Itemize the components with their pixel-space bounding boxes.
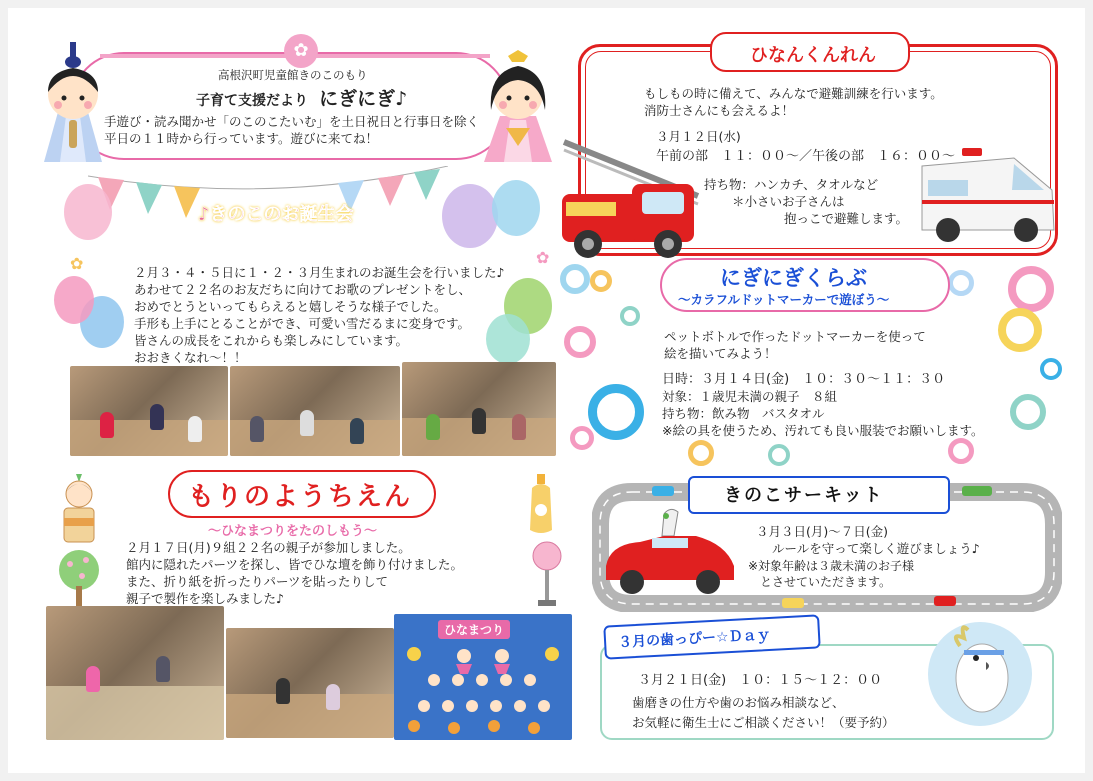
dot-ring-icon-1 xyxy=(560,264,590,294)
birthday-line-4: 手形も上手にとることができ、可愛い雪だるまに変身です。 xyxy=(134,316,471,331)
balloon-purple-icon xyxy=(442,184,498,248)
dot-ring-icon-12 xyxy=(948,438,974,464)
club-target: 対象：１歳児未満の親子 ８組 xyxy=(662,389,838,404)
teeth-title: ３月の歯っぴー☆Ｄａｙ xyxy=(617,627,771,651)
club-datetime: 日時：３月１４日(金) １０：３０〜１１：３０ xyxy=(662,372,946,387)
dot-ring-icon-4 xyxy=(620,306,640,326)
club-items: 持ち物：飲み物 バスタオル xyxy=(662,406,825,421)
kindergarten-line-2: 館内に隠れたパーツを探し、皆でひな壇を飾り付けました。 xyxy=(126,557,464,572)
circuit-note-2: とさせていただきます。 xyxy=(760,575,892,589)
newsletter-title-small: 子育て支援だより xyxy=(196,93,308,109)
ohinasama-doll-icon xyxy=(478,50,558,162)
balloon-mint-icon xyxy=(486,314,530,364)
intro-line-1: 手遊び・読み聞かせ「のこのこたいむ」を土日祝日と行事日を除く xyxy=(104,114,480,129)
kindergarten-photo-2 xyxy=(226,628,394,738)
teeth-line-2: お気軽に衛生士にご相談ください！（要予約） xyxy=(632,715,895,730)
fire-truck-icon xyxy=(558,136,708,262)
dot-ring-icon-14 xyxy=(768,444,790,466)
birthday-line-2: あわせて２２名のお友だちに向けてお歌のプレゼントをし、 xyxy=(134,282,472,297)
tree-icon xyxy=(56,548,102,606)
dot-ring-icon-7 xyxy=(948,270,974,296)
dot-ring-icon-13 xyxy=(688,440,714,466)
kindergarten-line-4: 親子で製作を楽しみました♪ xyxy=(126,591,284,606)
flower-icon-3: ✿ xyxy=(536,248,550,267)
kokeshi-doll-icon xyxy=(56,474,102,544)
birthday-photo-2 xyxy=(230,366,400,456)
cockatoo-toothbrush-icon xyxy=(920,618,1048,728)
circuit-date: ３月３日(月)〜７日(金) xyxy=(756,524,889,539)
dot-ring-icon-6 xyxy=(570,426,594,450)
balloon-pink-icon-2 xyxy=(54,276,94,324)
dot-ring-icon-3 xyxy=(564,326,596,358)
drill-time: 午前の部 １１：００〜／午後の部 １６：００〜 xyxy=(656,149,956,164)
drill-date: ３月１２日(水) xyxy=(656,129,741,144)
circuit-note-1: ※対象年齢は３歳未満のお子様 xyxy=(748,559,915,573)
red-car-icon xyxy=(600,506,740,598)
circuit-title: きのこサーキット xyxy=(724,485,884,506)
birthday-line-3: おめでとうといってもらえると嬉しそうな様子でした。 xyxy=(134,299,447,314)
intro-line-2: 平日の１１時から行っています。遊びに来てね！ xyxy=(104,131,379,146)
org-name: 高根沢町児童館きのこのもり xyxy=(218,68,368,82)
flower-icon: ✿ xyxy=(284,34,318,68)
flower-icon-2: ✿ xyxy=(70,254,84,273)
kindergarten-line-3: また、折り紙を折ったりパーツを貼ったりして xyxy=(126,574,389,589)
balloon-pink-icon xyxy=(64,184,112,240)
drill-items: 持ち物：ハンカチ、タオルなど xyxy=(704,177,879,192)
drill-note-2: 抱っこで避難します。 xyxy=(784,211,909,226)
teeth-line-1: 歯磨きの仕方や歯のお悩み相談など、 xyxy=(632,695,845,710)
drill-line-1: もしもの時に備えて、みんなで避難訓練を行います。 xyxy=(644,86,943,101)
dot-ring-icon-9 xyxy=(998,308,1042,352)
club-note: ※絵の具を使うため、汚れても良い服装でお願いします。 xyxy=(662,423,984,438)
balloon-blue-icon-2 xyxy=(492,180,540,236)
odairisama-doll-icon xyxy=(38,42,108,162)
circuit-line: ルールを守って楽しく遊びましょう♪ xyxy=(772,541,980,556)
dot-ring-icon-5 xyxy=(588,384,644,440)
bottle-icon xyxy=(526,474,556,534)
kindergarten-line-1: ２月１７日(月)９組２２名の親子が参加しました。 xyxy=(126,540,411,555)
newsletter-title-big: にぎにぎ♪ xyxy=(319,88,408,110)
kindergarten-title: もりのようちえん xyxy=(188,482,413,512)
birthday-line-1: ２月３・４・５日に１・２・３月生まれのお誕生会を行いました♪ xyxy=(134,265,505,280)
hina-board-photo xyxy=(394,614,572,740)
birthday-photo-1 xyxy=(70,366,228,456)
ambulance-icon xyxy=(914,136,1062,246)
birthday-title: ♪きのこのお誕生会 xyxy=(198,204,354,225)
newsletter-page xyxy=(8,8,1085,773)
club-subtitle: 〜カラフルドットマーカーで遊ぼう〜 xyxy=(678,292,890,307)
birthday-photo-3 xyxy=(402,362,556,456)
dot-ring-icon-2 xyxy=(590,270,612,292)
hina-board-text: ひなまつり xyxy=(438,620,510,639)
drill-title: ひなんくんれん xyxy=(750,45,876,66)
dot-ring-icon-11 xyxy=(1040,358,1062,380)
newsletter-title xyxy=(196,84,407,111)
kindergarten-photo-1 xyxy=(46,606,224,740)
club-line-2: 絵を描いてみよう！ xyxy=(664,346,777,361)
club-line-1: ペットボトルで作ったドットマーカーを使って xyxy=(664,329,926,344)
birthday-line-5: 皆さんの成長をこれからも楽しみにしています。 xyxy=(134,333,409,348)
drill-note-1: ＊小さいお子さんは xyxy=(732,194,845,209)
club-title: にぎにぎくらぶ xyxy=(720,266,867,290)
teeth-datetime: ３月２１日(金) １０：１５〜１２：００ xyxy=(638,673,883,688)
dot-ring-icon-8 xyxy=(1008,266,1054,312)
kindergarten-subtitle: 〜ひなまつりをたのしもう〜 xyxy=(208,524,378,539)
birthday-line-6: おおきくなれ〜！！ xyxy=(134,350,247,365)
dot-ring-icon-10 xyxy=(1010,394,1046,430)
bonbori-lantern-icon xyxy=(530,538,564,608)
drill-line-2: 消防士さんにも会えるよ！ xyxy=(644,103,795,118)
